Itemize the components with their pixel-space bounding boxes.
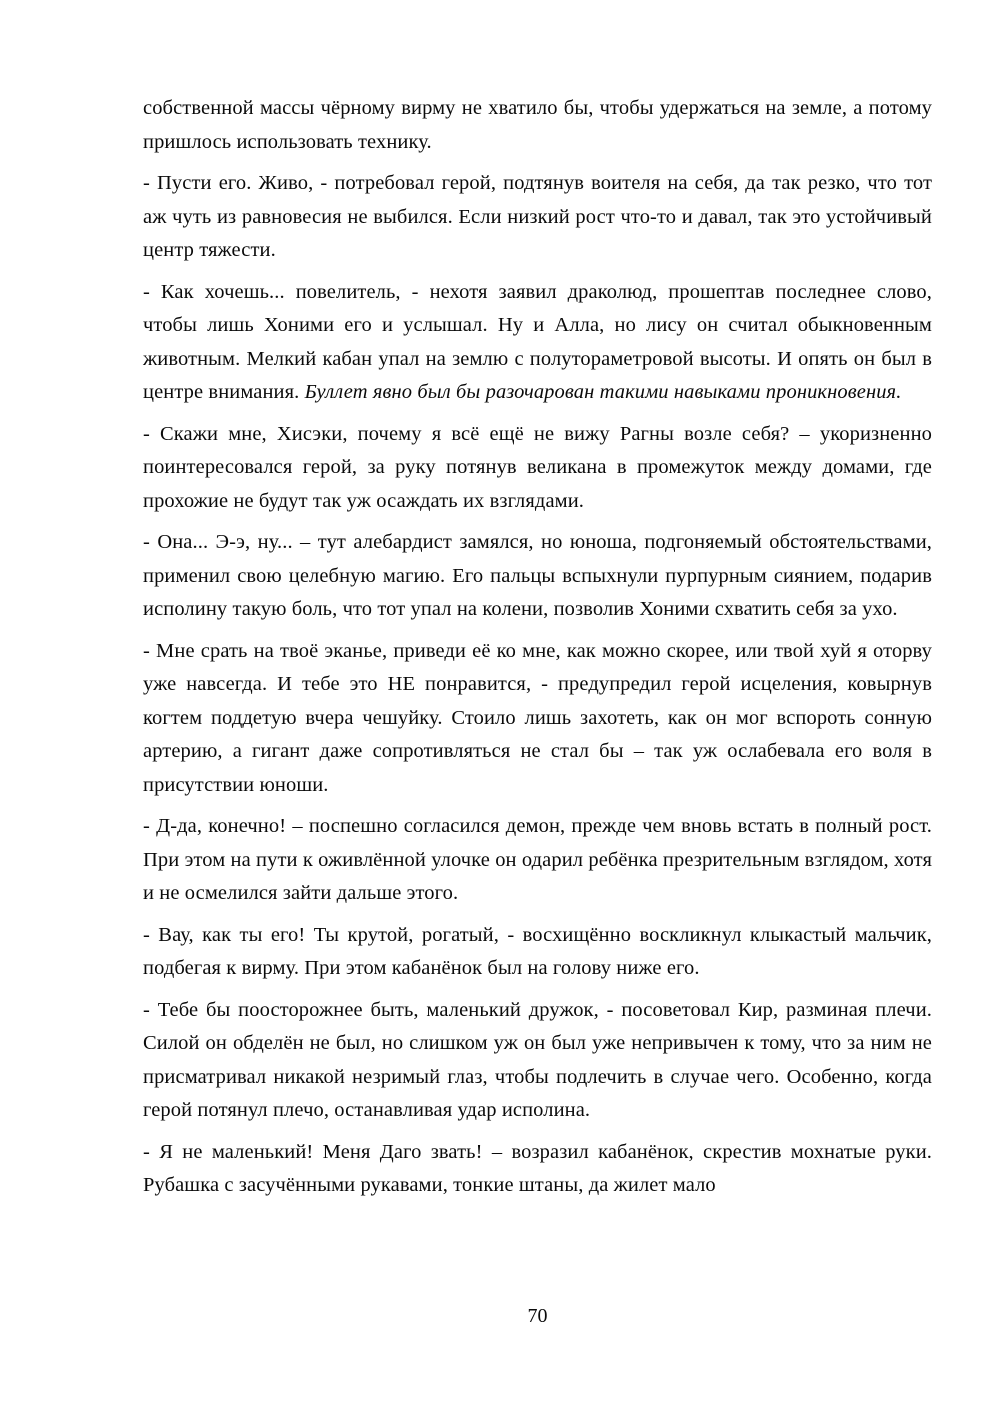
paragraph-text: собственной массы чёрному вирму не хватило бы, чтобы удержаться на земле, а потому пришлось использовать технику. <box>143 97 932 153</box>
paragraph-text: - Вау, как ты его! Ты крутой, рогатый, - восхищённо воскликнул клыкастый мальчик, подбегая к вирму. При этом кабанёнок был на голову ниже его. <box>143 923 932 979</box>
paragraph-text-italic: Буллет явно был бы разочарован такими навыками проникновения. <box>304 381 902 403</box>
page-number: 70 <box>527 1305 548 1327</box>
paragraph <box>143 418 932 519</box>
paragraph <box>143 167 932 268</box>
paragraph-text: - Как хочешь... повелитель, - нехотя заявил драколюд, прошептав последнее слово, чтобы лишь Хоними его и услышал. Ну и Алла, но лису он считал обыкновенным животным. Мелкий кабан упал на землю с полутораметровой высоты. И опять он был в центре внимания. <box>143 280 932 403</box>
paragraph <box>143 994 932 1128</box>
paragraph <box>143 1136 932 1203</box>
paragraph <box>143 526 932 627</box>
paragraph-text: - Она... Э-э, ну... – тут алебардист замялся, но юноша, подгоняемый обстоятельствами, применил свою целебную магию. Его пальцы вспыхнули пурпурным сиянием, подарив исполину такую боль, что тот упал на колени, позволив Хоними схватить себя за ухо. <box>143 531 932 620</box>
paragraph-text: - Тебе бы поосторожнее быть, маленький дружок, - посоветовал Кир, разминая плечи. Силой он обделён не был, но слишком уж он был уже непривычен к тому, что за ним не присматривал никакой незримый глаз, чтобы подлечить в случае чего. Особенно, когда герой потянул плечо, останавливая удар исполина. <box>143 998 932 1121</box>
paragraph-text: - Я не маленький! Меня Даго звать! – возразил кабанёнок, скрестив мохнатые руки. Рубашка с засучёнными рукавами, тонкие штаны, да жилет мало <box>143 1140 932 1196</box>
page-text <box>143 92 932 1211</box>
paragraph <box>143 92 932 159</box>
paragraph <box>143 635 932 803</box>
paragraph <box>143 919 932 986</box>
paragraph <box>143 810 932 911</box>
paragraph <box>143 276 932 410</box>
paragraph-text: - Мне срать на твоё эканье, приведи её ко мне, как можно скорее, или твой хуй я оторву уже навсегда. И тебе это НЕ понравится, - предупредил герой исцеления, ковырнув когтем поддетую вчера чешуйку. Стоило лишь захотеть, как он мог вспороть сонную артерию, а гигант даже сопротивляться не стал бы – так уж ослабевала его воля в присутствии юноши. <box>143 639 932 796</box>
paragraph-text: - Д-да, конечно! – поспешно согласился демон, прежде чем вновь встать в полный рост. При этом на пути к оживлённой улочке он одарил ребёнка презрительным взглядом, хотя и не осмелился зайти дальше этого. <box>143 815 932 904</box>
paragraph-text: - Пусти его. Живо, - потребовал герой, подтянув воителя на себя, да так резко, что тот аж чуть из равновесия не выбился. Если низкий рост что-то и давал, так это устойчивый центр тяжести. <box>143 172 932 261</box>
paragraph-text: - Скажи мне, Хисэки, почему я всё ещё не вижу Рагны возле себя? – укоризненно поинтересовался герой, за руку потянув великана в промежуток между домами, где прохожие не будут так уж осаждать их взглядами. <box>143 422 932 512</box>
